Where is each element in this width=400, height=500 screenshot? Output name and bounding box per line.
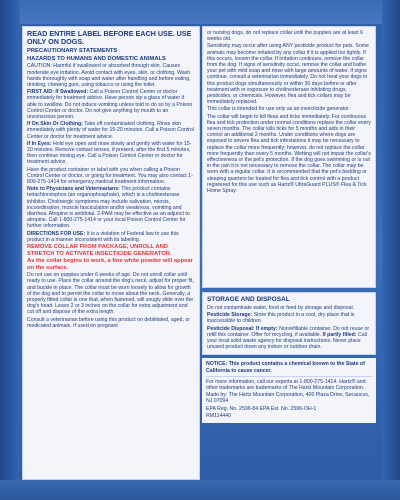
consult-text: Consult a veterinarian before using this product on debilitated, aged, or medicated animals. If used on pregnant <box>27 316 190 329</box>
directions-heading: DIRECTIONS FOR USE: <box>27 230 86 237</box>
storage-heading: STORAGE AND DISPOSAL <box>207 296 290 303</box>
right-label-panel <box>202 26 376 288</box>
precautionary-heading: PRECAUTIONARY STATEMENTS <box>27 48 118 55</box>
first-aid-paragraph <box>27 89 195 120</box>
pesticide-disposal-heading: Pesticide Disposal: If empty: <box>207 325 278 332</box>
made-by-text: Made by: The Hartz Mountain Corporation, 400 Plaza Drive, Secaucus, NJ 07094 <box>206 392 370 405</box>
package-left-flap <box>0 0 20 500</box>
label-title: READ ENTIRE LABEL BEFORE EACH USE. USE ONLY ON DOGS. <box>27 29 192 47</box>
product-code: RM114440 <box>206 412 231 419</box>
skin-heading: If On Skin Or Clothing: <box>27 121 83 128</box>
intended-use-text: This collar is intended for use only as an insecticide generator. <box>207 106 351 113</box>
pesticide-disposal-paragraph <box>207 326 371 351</box>
prop65-notice: NOTICE: This product contains a chemical known to the State of California to cause cancer. <box>206 361 365 374</box>
epa-text: EPA Reg. No. 2596-84 EPA Est. No. 2596-OH-1 <box>206 405 317 412</box>
package-bottom-flap <box>0 480 400 500</box>
pesticide-storage-text: Store this product in a cool, dry place that is inaccessible to children. <box>207 312 355 325</box>
pesticide-disposal-text: Nonrefillable container. Do not reuse or refill this container. Offer for recycling, if available. <box>207 325 370 338</box>
sensitivity-text: Sensitivity may occur after using ANY pesticide product for pets. Some animals may become irritated by any collar if it is applied too tightly. If this occurs, loosen the collar. If irritation continues, remove the collar from the dog. If signs of sensitivity occur, remove the collar and bathe your pet with mild soap and rinse with large amounts of water. If signs continue, consult a veterinarian immediately. Do not treat your dogs in this product dogs simultaneously or within 30 days before or after treatment with or exposure to cholinesterase inhibiting drugs, pesticides, or chemicals. However, flea and tick collars may be immediately replaced. <box>207 43 369 106</box>
nursing-text: or nursing dogs, do not replace collar until the puppies are at least 6 weeks old. <box>207 30 364 43</box>
first-aid-text: Call a Poison Control Center or doctor immediately for treatment advice. Have person sip a glass of water if able to swallow. Do not induce vomiting unless told to do so by a Poison Control Center or doctor. Do not give anything by mouth to an unconscious person. <box>27 89 193 121</box>
partly-filled-text: Call your local solid waste agency for disposal instructions. Never place unused product down any indoor or outdoor drain. <box>207 331 367 351</box>
hazards-heading: HAZARDS TO HUMANS AND DOMESTIC ANIMALS <box>27 56 166 63</box>
directions-paragraph <box>27 231 195 243</box>
storage-disposal-box <box>202 292 376 355</box>
info-text: For more information, call our experts at 1-800-275-1414. Hartz® and other trademarks are trademarks of The Hartz Mountain Corporation. <box>206 378 366 392</box>
eyes-text: Hold eye open and rinse slowly and gently with water for 15-20 minutes. Remove contact lenses, if present, after the first 5 minutes, then continue rinsing eye. Call a Poison Control Center or doctor for treatment advice. <box>27 140 192 166</box>
white-powder-warning: As the collar begins to work, a fine white powder will appear on the surface. <box>27 258 193 272</box>
product-container-text: Have the product container or label with you when calling a Poison Control Center or doctor, or going for treatment. You may also contact 1-800-275-1414 for emergency medical treatment information. <box>27 166 193 186</box>
puppies-text: Do not use on puppies under 6 weeks of age. Do not unroll collar until ready to use. Place the collar around the dog's neck, adjust for proper fit, and buckle in place. The collar must be worn loosely to allow for growth of the dog and to permit the collar to move about the neck. Generally, a properly fitted collar is one that, when fastened, will snugly slide over the dog's head. Leave 2 or 3 inches on the collar for extra adjustment and cut off and dispose of the extra length. <box>27 272 194 316</box>
physicians-text: This product contains tetrachlorvinphos (an organophosphate), which is a cholinesterase inhibitor. Cholinergic symptoms may include salivation, miosis, incoordination, muscle fasciculation and/or weakness, vomiting and diarrhea. Atropine is antidotal. 2-PAM may be effective as an adjunct to atropine. Call 1-800-275-1414 or your local Poison Control Center for further information. <box>27 186 190 230</box>
directions-text: It is a violation of Federal law to use this product in a manner inconsistent with its labeling. <box>27 230 179 243</box>
kills-fleas-text: The collar will begin to kill fleas and ticks immediately. For continuous flea and tick protection under normal conditions replace the collar every seven months. The collar kills ticks for 5 months and aids in their control an additional 2 months. Under conditions where dogs are exposed to severe flea and tick infestations it may be necessary to replace the collar more frequently; however, do not replace the collar more frequently than every 5 months. Wetting will not impair the collar's effectiveness or the pet's protection. If the dog goes swimming or is out in the rain it is not necessary to remove the collar. The collar may be worn with a regular collar. It is recommended that the pet's bedding or sleeping quarters be treated for flea and tick control with a product registered for this use such as Hartz® UltraGuard PLUS® Flea & Tick Home Spray. <box>207 113 371 195</box>
pesticide-storage-paragraph <box>207 312 371 324</box>
eyes-heading: If In Eyes: <box>27 140 52 147</box>
skin-text: Take off contaminated clothing. Rinse skin immediately with plenty of water for 15-20 minutes. Call a Poison Control Center or doctor for treatment advice. <box>27 121 194 140</box>
first-aid-heading: FIRST AID: If Swallowed: <box>27 89 89 96</box>
package-right-flap <box>382 0 400 500</box>
pesticide-storage-heading: Pesticide Storage: <box>207 312 253 319</box>
left-label-panel <box>22 26 200 480</box>
remove-collar-warning: REMOVE COLLAR FROM PACKAGE, UNROLL AND STRETCH TO ACTIVATE INSECTICIDE GENERATOR. <box>27 244 172 258</box>
storage-text: Do not contaminate water, food or feed by storage and disposal. <box>207 305 355 311</box>
physicians-paragraph <box>27 186 195 229</box>
package-top-flap <box>0 0 400 24</box>
eyes-paragraph <box>27 141 195 166</box>
divider <box>206 376 372 377</box>
notice-and-info <box>202 358 376 423</box>
right-lower-section <box>202 292 376 476</box>
caution-text: CAUTION: Harmful if swallowed or absorbed through skin. Causes moderate eye irritation. Avoid contact with eyes, skin, or clothing. Wash hands thoroughly with soap and water after handling and before eating, drinking, chewing gum, using tobacco or using the toilet. <box>27 63 191 89</box>
physicians-heading: Note to Physicians and Veterinarians: <box>27 186 120 193</box>
partly-filled-heading: If partly filled: <box>322 331 357 338</box>
skin-paragraph <box>27 121 195 140</box>
